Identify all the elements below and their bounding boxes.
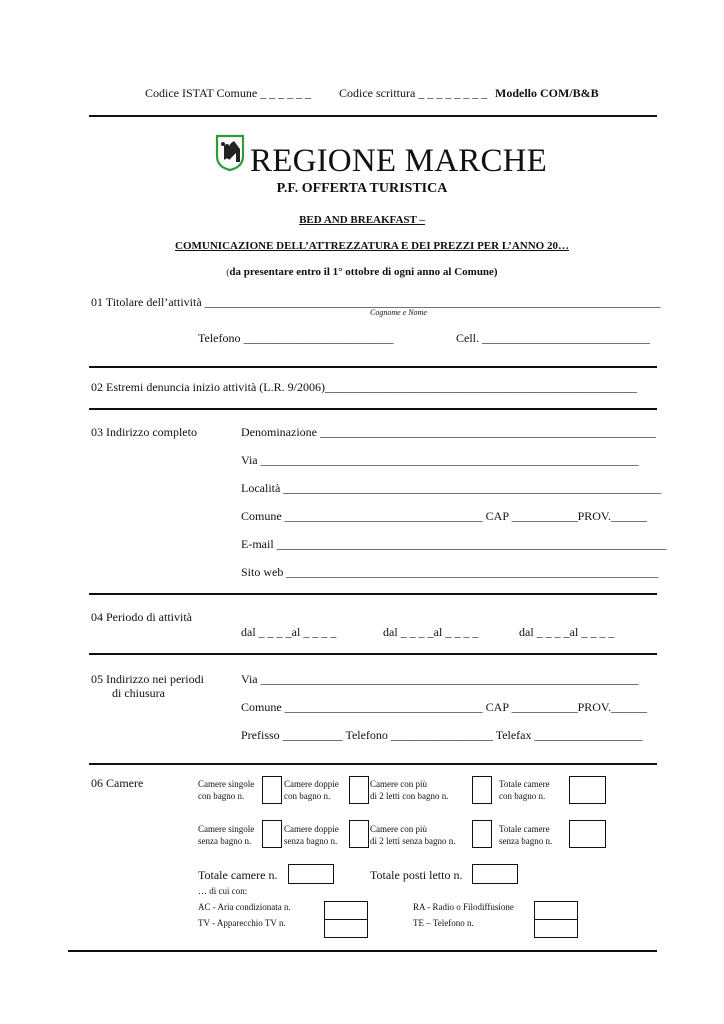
multi-rooms-nobath-label [370,823,455,847]
label-line: senza bagno n. [198,836,252,846]
email-field[interactable]: E-mail _________________________________________________________________ [241,537,667,551]
label-line: Camere doppie [284,824,339,834]
phone-field[interactable]: Telefono _________________________ [198,331,394,345]
single-rooms-bath-label [198,778,254,802]
double-rooms-nobath-input[interactable] [349,820,369,848]
period-2-field[interactable]: dal _ _ _ _al _ _ _ _ [383,625,479,639]
total-rooms-bath-input[interactable] [569,776,606,804]
divider [89,653,657,655]
ac-input[interactable] [324,901,368,920]
closure-section-label: 05 Indirizzo nei periodi [91,672,204,686]
multi-rooms-bath-label [370,778,449,802]
address-section-label: 03 Indirizzo completo [91,425,197,439]
divider [89,408,657,410]
closure-phones-field[interactable]: Prefisso __________ Telefono _________________ Telefax __________________ [241,728,643,742]
total-rooms-nobath-label [499,823,552,847]
amenities-intro: … di cui con: [198,886,248,896]
period-3-field[interactable]: dal _ _ _ _al _ _ _ _ [519,625,615,639]
divider [89,115,657,117]
multi-rooms-nobath-input[interactable] [472,820,492,848]
single-rooms-nobath-input[interactable] [262,820,282,848]
form-type: BED AND BREAKFAST – [299,214,425,226]
period-1-field[interactable]: dal _ _ _ _al _ _ _ _ [241,625,337,639]
phone-amenity-input[interactable] [534,919,578,938]
double-rooms-bath-input[interactable] [349,776,369,804]
total-rooms-bath-label [499,778,550,802]
divider [89,366,657,368]
label-line: Camere singole [198,779,255,789]
label-line: Camere con più [370,824,427,834]
form-subject: COMUNICAZIONE DELL’ATTREZZATURA E DEI PREZZI PER L’ANNO 20… [175,240,569,252]
divider [68,950,657,952]
label-line: con bagno n. [198,791,245,801]
closure-via-field[interactable]: Via _______________________________________________________________ [241,672,639,686]
istat-code-label: Codice ISTAT Comune _ _ _ _ _ _ [145,86,312,100]
dia-field[interactable]: 02 Estremi denuncia inizio attività (L.R. 9/2006)____________________________________________________ [91,380,637,394]
shield-icon [215,134,245,172]
closure-section-label-2: di chiusura [112,686,165,700]
label-line: Camere con più [370,779,427,789]
modello-label: Modello COM/B&B [495,86,599,100]
owner-field[interactable]: 01 Titolare dell’attività ____________________________________________________________________________ [91,295,661,309]
label-line: Camere singole [198,824,255,834]
denominazione-field[interactable]: Denominazione ________________________________________________________ [241,425,656,439]
radio-label: RA - Radio o Filodiffusione [413,902,514,912]
regione-marche-logo [215,134,245,172]
label-line: Camere doppie [284,779,339,789]
ac-label: AC - Aria condizionata n. [198,902,291,912]
tv-label: TV - Apparecchio TV n. [198,918,286,928]
total-beds-label: Totale posti letto n. [370,868,463,882]
office-title: P.F. OFFERTA TURISTICA [276,181,448,196]
tv-input[interactable] [324,919,368,938]
phone-label: TE – Telefono n. [413,918,474,928]
divider [89,763,657,765]
total-rooms-label: Totale camere n. [198,868,278,882]
scrittura-code-label: Codice scrittura _ _ _ _ _ _ _ _ [339,86,488,100]
radio-input[interactable] [534,901,578,920]
website-field[interactable]: Sito web ______________________________________________________________ [241,565,659,579]
label-line: Totale camere [499,779,550,789]
via-field[interactable]: Via _______________________________________________________________ [241,453,639,467]
label-line: con bagno n. [284,791,331,801]
note-paren: ( [226,267,230,277]
total-beds-input[interactable] [472,864,518,884]
single-rooms-bath-input[interactable] [262,776,282,804]
cell-field[interactable]: Cell. ____________________________ [456,331,650,345]
label-line: senza bagno n. [284,836,338,846]
label-line: di 2 letti senza bagno n. [370,836,456,846]
total-rooms-input[interactable] [288,864,334,884]
total-rooms-nobath-input[interactable] [569,820,606,848]
form-note [0,266,724,278]
comune-field[interactable]: Comune _________________________________ CAP ___________PROV.______ [241,509,648,523]
rooms-section-label: 06 Camere [91,776,144,790]
localita-field[interactable]: Località _______________________________________________________________ [241,481,662,495]
divider [89,593,657,595]
label-line: di 2 letti con bagno n. [370,791,449,801]
closure-comune-field[interactable]: Comune _________________________________ CAP ___________PROV.______ [241,700,648,714]
owner-sublabel: Cognome e Nome [370,308,427,317]
double-rooms-nobath-label [284,823,339,847]
label-line: Totale camere [499,824,550,834]
region-title: REGIONE MARCHE [250,143,548,179]
single-rooms-nobath-label [198,823,254,847]
double-rooms-bath-label [284,778,339,802]
label-line: con bagno n. [499,791,546,801]
period-section-label: 04 Periodo di attività [91,610,192,624]
multi-rooms-bath-input[interactable] [472,776,492,804]
label-line: senza bagno n. [499,836,553,846]
note-text: da presentare entro il 1° ottobre di ogni anno al Comune) [229,266,498,278]
